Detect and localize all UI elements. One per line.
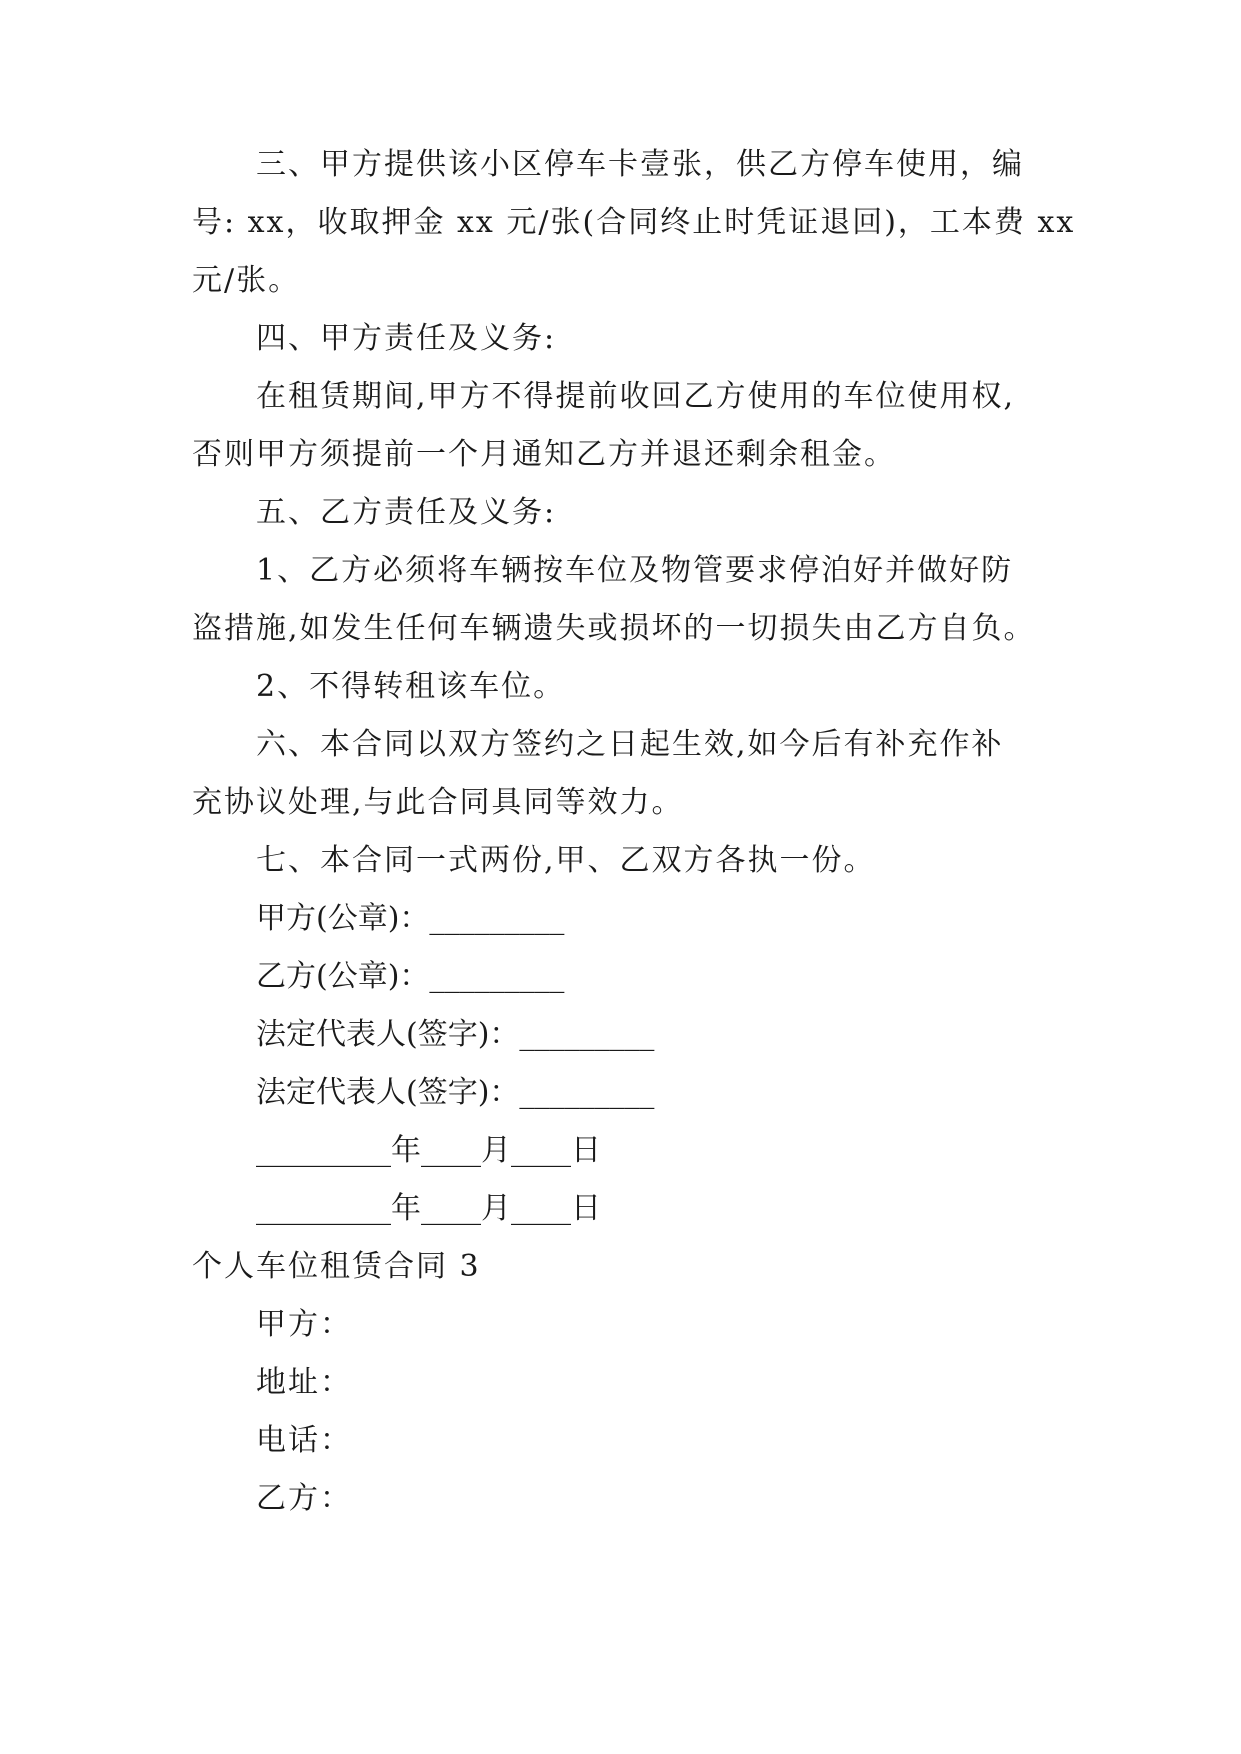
phone-label: 电话： [256, 1423, 352, 1458]
date-line-1: _________年____月____日 [256, 1133, 601, 1168]
clause-6-line-1: 六、本合同以双方签约之日起生效,如今后有补充作补 [256, 727, 1004, 762]
date-line-2: _________年____月____日 [256, 1191, 601, 1226]
clause-5-item-1-line-2: 盗措施,如发生任何车辆遗失或损坏的一切损失由乙方自负。 [192, 611, 1036, 646]
clause-4-line-1: 在租赁期间,甲方不得提前收回乙方使用的车位使用权, [256, 379, 1016, 414]
clause-3-line-1: 三、甲方提供该小区停车卡壹张，供乙方停车使用，编 [256, 147, 1024, 182]
clause-6-line-2: 充协议处理,与此合同具同等效力。 [192, 785, 684, 820]
clause-5-heading: 五、乙方责任及义务: [256, 495, 557, 530]
clause-4-heading: 四、甲方责任及义务: [256, 321, 557, 356]
representative-signature-line-1: 法定代表人(签字)：_________ [256, 1017, 655, 1052]
clause-3-line-2: 号: xx，收取押金 xx 元/张(合同终止时凭证退回)，工本费 xx [192, 205, 1076, 240]
representative-signature-line-2: 法定代表人(签字)：_________ [256, 1075, 655, 1110]
clause-7: 七、本合同一式两份,甲、乙双方各执一份。 [256, 843, 876, 878]
clause-3-line-3: 元/张。 [192, 263, 301, 298]
party-a-seal-line: 甲方(公章)：_________ [256, 901, 565, 936]
clause-5-item-1-line-1: 1、乙方必须将车辆按车位及物管要求停泊好并做好防 [256, 553, 1014, 588]
party-b-seal-line: 乙方(公章)：_________ [256, 959, 565, 994]
party-b-label: 乙方： [256, 1481, 352, 1516]
clause-4-line-2: 否则甲方须提前一个月通知乙方并退还剩余租金。 [192, 437, 896, 472]
party-a-label: 甲方： [256, 1307, 352, 1342]
contract-3-title: 个人车位租赁合同 3 [192, 1249, 481, 1284]
address-label: 地址： [256, 1365, 352, 1400]
clause-5-item-2: 2、不得转租该车位。 [256, 669, 566, 704]
